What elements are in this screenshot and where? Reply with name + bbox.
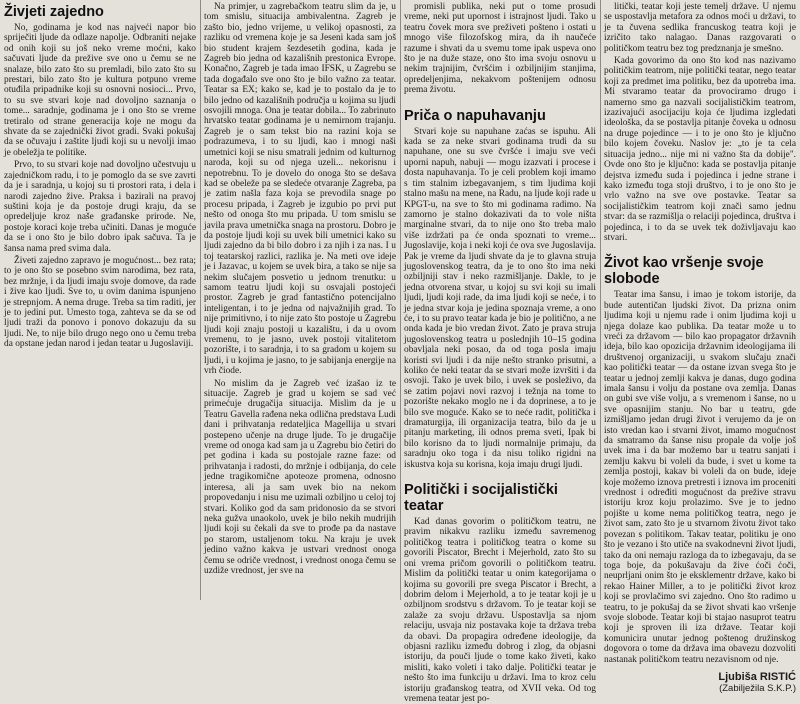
paragraph: litički, teatar koji jeste temelj države. U njemu se uspostavlja metafora za odnos moći u državi, to je ta čuvena sedlika francuskog teatra koji je izričito tako nalagao. Danas razgovarati o političkom teatru bez tog predznanja je smešno. [604, 2, 796, 54]
paragraph: promisli publika, neki put o tome prosudi vreme, neki put upornost i istrajnost ljudi. Tako u teatru čovek mora sve preživeti pošteno i ostati u mnogo više filozofskog mira, da ih naučeće razume i shvati da u svemu tome ipak uspeva ono što je na duže staze, ono što ima svoju osnovu u nekim trajnijim, čvršćim i ozbiljnijim stanjima, opredeljenjima, nekakvom poštenijem odnosu prema životu. [404, 2, 596, 96]
section-heading-zivjeti-zajedno: Živjeti zajedno [4, 4, 104, 20]
section-heading-politicki-teatar: Politički i socijalistički teatar [404, 482, 558, 515]
paragraph: Živeti zajedno zapravo je mogućnost... bez rata; to je ono što se posebno svim narodima, bez rata, bez mržnje, i da ljudi imaju svoje domove, da rade i žive kao ljudi. Sve to, u ovim danima ispunjeno je strepnjom. A nema druge. Treba sa tim raditi, jer je to jedini put. Umesto toga, zahteva se da se od ljudi traži da ponovo i ponovo dokazuju da su ljudi. Ne, to nije bilo drugo nego ono u čemu treba da opstane jedan narod i jedan teatar u Jugoslaviji. [4, 255, 196, 350]
column-4 [600, 0, 800, 694]
paragraph: Stvari koje su napuhane zaćas se ispuhu. Ali kada se za neke stvari godinama trudi da su napuhane, one su sve čvršće i imaju sve veći uporni napuh, nabuji — mogu izazvati i procese i dosta napuhavanja. To je celi problem koji imamo s tim stalnim izbegavanjem, s tim ljudima koji stalno mašu na mene, na Radu, na ljude koji rade u KPGT-u, na sve to što mi godinama radimo. Na zamorno je stalno dokazivati da to vole ništa marginalne stvari, da to nije ono što treba malo više izdržati pa će onda spoznati to vreme... Jugoslavije, koja i neki koji će ova sve Jugoslavija. Pak je vreme da ljudi shvate da je to glavna struja jugoslovenskog teatra, da je to ono što ima neki ozbiljniji stav i neko razmišljanje. Dakle, to je jedna otvorena stvar, u kojoj su svi koji su imali ljudi, ljudi koji rade, da ima ljudi koji se neće, i to je jedna stvar koja je jedina spoznaja vreme, a ono će, i to su pravo teatar kada je bio je politično, a ne onda kada je bio vredan život. Zato je prava struja jugoslovenskog teatra u poslednjih 10–15 godina obavljala neki posao, da od toga posla imaju koristi svi ljudi i da nije nešto stranko prisutni, a koliko će neki teatar da se stvari može izvršiti i da osvoji. Tako je uvek bilo, i uvek se posleživo, da se zatim pojavi novi razvoj i težnja na tome to pozorište nekako moglo ne i da doprinese, a to je bilo sve moguće. Kako se to neće radit, politička i dramaturgija, ili organizacija teatra, bilo da je u pitanju marketing, ili odnos prema sveti, Ipak bi bilo korisno da to ljudi normalnije primaju, da saradnju oko toga i da nisu toliko rigidni na iskustva koja su korisna, koja imaju drugi ljudi. [404, 126, 596, 470]
section-heading-zivot-kao-vrsenje-slobode: Život kao vršenje svoje slobode [604, 255, 764, 288]
paragraph: No mislim da je Zagreb već izašao iz te situacije. Zagreb je grad u kojem se sad već primećuje drugačija situacija. Mislim da je u Teatru Gavella rađena neka odlična predstava Ludi dani i prihvatanja redateljica Magellija u stvari postepeno učenje na druge ljude. To je drugačije vreme od onoga kad sam ja u Zagrebu bio četiri do pet godina i kada su postojale razne faze: od prihvatanja i radosti, do mržnje i odbijanja, do cele jedne tragikomične apoteoze promena, odnosno interesa, ali ja sam uvek bio na nekom propovedanju i nisu me uzimali ozbiljno u celoj toj stvari. Koliko god da sam pridonosio da se stvori neka gužva unaokolo, uvek je bilo nekih mudrijih ljudi koji su čekali da sve to prođe pa da nastave po starom, ustaljenom toku. Na kraju je uvek jedino važno kakva je ustvari vrednost onoga čemu se odriče vrednost, i vrednost onoga čemu se uzdiže vrednost, jer sve na [204, 378, 396, 576]
paragraph: Kada govorimo da ono što kod nas nazivamo političkim teatrom, nije politički teatar, nego teatar koji za predmet ima politiku, bez da upotreba ima. Mi stvaramo teatar da provociramo drugo i namerno smo ga nazvali socijalističkim teatrom, izazivajući asocijaciju koja će ljudima izgledati ideološka, da se postavlja pitanje čoveka u odnosu na druge pojedince — i to je ono što je ključno bilo kojem čoveku. Naslov je: „to je ta cela situacija jedno... nije mi ni važno šta da dobije". Ovde ono što je ključno: kada se postavlja pitanje dejstva između suda i pojedinca i jedne strane i kako između toga stoji društvo, i to je ono što je vrlo važno na sve ove postavke. Teatar sa socijalističkim teatrom koji znači samo jednu stvar: da se razmišlja o relaciji pojedinca, društva i pojedinca, i to da se uvek tek doživljavaju kao stvari. [604, 56, 796, 243]
paragraph: Teatar ima šansu, i imao je tokom istorije, da bude autentičan ljudski život. Da prizna onim ljudima koji u njemu rade i onim ljudima koji u njega dolaze kao publika. Da teatar može u to vreći za državom — bilo kao propagator državnih ideja, bilo kao opozicija državnim ideologijama ili društvenoj organizaciji, u svakom slučaju znači kao politički teatar — da ostane izvan svega što je teatar u jednoj zemlji kakva je danas, dugo godina imala šansu i volju da postane ova zemlja. Danas on gubi sve više volju, a s vremenom i šanse, no u sve opasnijim stanju. No bar u teatru, gde izmišljamo jedan drugi život i verujemo da je on isto vredan kao i stvarni život, imamo mogućnost da smatramo da šanse nisu propale da volje još uvek ima i da bar možemo bar u teatru sanjati i zemlju kakvu bi voleli da bude, i svet u kome ta zemlja postoji, kakav bi voleli da on bude, ideje koje možemo iznova pretresti i iznova im proceniti vrednost i određiti mogućnost da prežive stravu istoriju kroz koju prolazimo. Sve je to jedno pojište u kome nema političkog teatra, nego je život sam, zato što je u stvarnom životu život tako povezan s politikom. Takav teatar, politiku je ono što je vezano i što utiče na svakodnevni život ljudi, tako da oni nemaju razloga da to izbegavaju, da se toga boje, da pokušavaju da žive ćoči ćoči, neuprljani onim što je eksklementr države, kako bi rekao Hainer Miller, a to je politički život kroz koji se provlačimo svi zajedno. Ono što radimo u teatru, to je pokušaj da se život shvati kao vršenje svoje slobode. Teatar koji bi stajao nasuprot teatru koji je sproven ili iza države. Teatar koji komunicira unutar jednog poštenog družinskog dogovora o tome da država ima obavezu dozvoliti nastanak političkom teatru nezavisnom od nje. [604, 290, 796, 665]
section-heading-prica-o-napuhavanju: Priča o napuhavanju [404, 107, 546, 124]
column-3 [400, 0, 600, 704]
author-note: (Zabilježila S.K.P.) [719, 682, 796, 694]
paragraph: Na primjer, u zagrebačkom teatru slim da je, u tom smislu, situacija ambivalentna. Zagreb je zašto bio, jedno vrijeme, u velikoj opasnosti, za razliku od vremena koje je sa Jeseni kada sam još bio student krajem šezdesetih godina, kada je Zagreb bio jedna od kazališnih prestonica Evrope. Konačno, Zagreb je tada imao IFSK, u Zagrebu se tada događalo sve ono što je bilo važno za teatar. Teatar sa EX; kako se, kad je to postalo da je to bilo jedno od kazališnih područja u kojima su ljudi osvojili mnoga. Ona je teatar dobila... To zabrinuto hrvatsko teatar godinama je u nemirnom trajanju. Zagreb je o sam tekst bio na razini koja se podrazumeva, i to su ljudi, kao i mnogi naši umetnici koji se nisu smatrali jednim od kulturnog naroda, koji su od njega uzeli... nekorisnu i nepotrebnu. To je dovelo do onoga što se dešava kad se obeleže pa se sledeće otvaranje Zagreba, pa je zatim našla faza koja se prevodila snage po procesu pripada, i Zagreb je izgubio po prvi put nešto od onoga što mu pripada. U tom smislu se javila prava umetnička snaga na prostoru. Dobro je da postoje ljudi koji su uvek bili umetnici kako su ljudi zajedno da bi bilo dobro i za njih i za nas. I u toj teatarskoj razlici, razlika je. Na meti ove ideje je i Jazavac, u kojem se uvek bira, a tako se nije sa nekim slučajem posvetio u jednom trenutku: u samom teatru ljudi koji su osvajali postojeći prostor. Zagreb je grad fantastično potencijalno inteligentan, i to je jedna od najvažnijih grad. To nije primitivno, i to nije zato što postoje u Zagrebu ljudi koji znaju postoji u kazalištu, i da u ovom vremenu, to je jasno, uvek postoji vitalitetom pozorište, i to saradnja, i to sa gradom u kojem su ljudi, i u kojima je jasno, to je sabijanja energije na vrh čiode. [204, 2, 396, 377]
paragraph: Prvo, to su stvari koje nad dovoljno učestvuju u zajedničkom radu, i to je pomoglo da se sve zavrti da je i saradnja, u kojoj su ti prostori rata, i dela i narodi zajedno žive. Praksa i bazirali na pravoj suštini koja je da postoje drugi kraju, da se opredeljuje kroz naše građanske prirode. Ne, postoje koraci koje treba učiniti. Danas je moguće da se i ono što je bilo dobro ipak sačuva. Ta je šansa nama pred svima dala. [4, 160, 196, 254]
author-signature: Ljubiša RISTIĆ [718, 670, 796, 683]
column-2 [200, 0, 400, 600]
paragraph: Kad danas govorim o političkom teatru, ne pravim nikakvu razliku između savremenog političkog teatra i političkog teatra o kome su govorili Piscator, Brecht i Mejerhold, zato što su oni vrema pričom govorili o političkom teatru. Mislim da politički teatar u onim kategorijama o kojima su govorili pre svega Piscator i Brecht, a dobrim delom i Mejerhold, a to je teatar koji je u ozbiljnom srodstvu s državom. To je teatar koji se zalaže za svoju državu. Uspostavlja sa njom relaciju, usvaja niz postavaka koje ta država treba da obavi. Da propagira određene ideologije, da objasni razliku između dobrog i zlog, da objasni istoriju, da pouči ljude o tome kako živeti, kako misliti, kako voleti i tako dalje. Politički teatar je nešto što ima funkciju u državi. Ima to kroz celu istoriju građanskog teatra, od XVII veka. Od tog vremena teatar jest po- [404, 517, 596, 704]
paragraph: No, godinama je kod nas najveći napor bio spriječiti ljude da odlaze napolje. Odbraniti nejake od onih koji su još neko vreme moćni, kako sačuvati ljude da prežive sve ono u čemu se ne snalaze, bilo zato što su premladi, bilo zato što su prestari, bilo zato što je kultura potpuno vreme otuđila pripadnike koji su osnovni nosioci... Prvo, to su sve stvari koje nad dovoljno saznanja o tome... saradnje, godinama je i ono što se vreme tretiralo od strane generacija koje ne mogu da shvate da se zajednički život gradi. Svaki pokušaj da se očuvaju i zaštite ljudi koji su u nevolji imao je obeležja te politike. [4, 23, 196, 158]
column-1 [0, 0, 200, 600]
